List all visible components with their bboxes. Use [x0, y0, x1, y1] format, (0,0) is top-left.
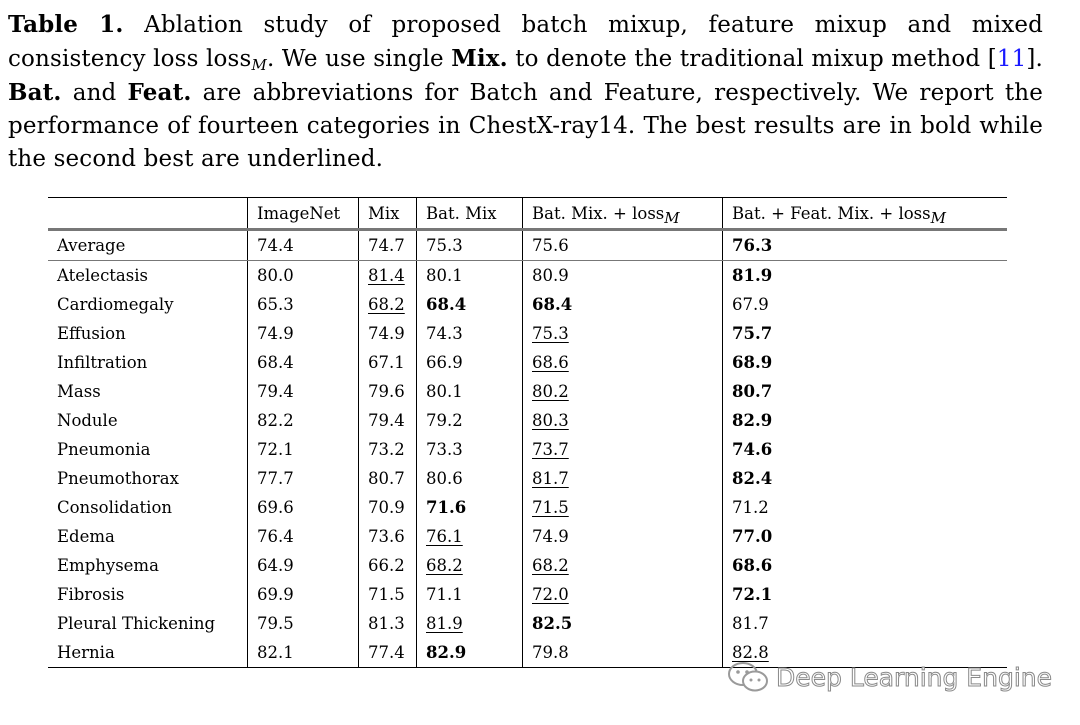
header-cell: ImageNet [248, 198, 359, 230]
value-text: 73.7 [532, 440, 569, 459]
value-text: 76.4 [257, 527, 294, 546]
value-cell [523, 522, 723, 551]
table-row [48, 522, 1007, 551]
category-cell: Atelectasis [57, 266, 148, 285]
value-cell [723, 290, 1008, 319]
value-cell [723, 609, 1008, 638]
value-text: 69.6 [257, 498, 294, 517]
value-cell [359, 580, 417, 609]
value-cell [359, 319, 417, 348]
value-text: 73.2 [368, 440, 405, 459]
value-cell [248, 609, 359, 638]
table-row [48, 377, 1007, 406]
value-text: 82.9 [732, 411, 773, 430]
category-cell: Cardiomegaly [57, 295, 174, 314]
value-cell [523, 230, 723, 261]
value-text: 79.8 [532, 643, 569, 662]
header-subscript: M [930, 208, 946, 227]
value-cell [359, 261, 417, 291]
value-text: 64.9 [257, 556, 294, 575]
value-text: 82.9 [426, 643, 467, 662]
value-text: 68.2 [426, 556, 463, 575]
value-text: 79.6 [368, 382, 405, 401]
value-text: 81.3 [368, 614, 405, 633]
value-cell [248, 377, 359, 406]
value-text: 68.4 [426, 295, 467, 314]
value-text: 79.4 [257, 382, 294, 401]
value-cell [523, 464, 723, 493]
value-cell [417, 261, 523, 291]
watermark-text: Deep Learning Engine [776, 662, 1052, 692]
value-cell [523, 609, 723, 638]
value-cell [523, 406, 723, 435]
value-cell [523, 435, 723, 464]
value-text: 71.2 [732, 498, 769, 517]
value-text: 80.1 [426, 382, 463, 401]
value-cell [523, 319, 723, 348]
table-row [48, 609, 1007, 638]
value-text: 69.9 [257, 585, 294, 604]
value-cell [417, 290, 523, 319]
value-cell [248, 522, 359, 551]
table-body [48, 230, 1007, 668]
category-cell: Effusion [57, 324, 126, 343]
value-cell [248, 551, 359, 580]
value-text: 75.3 [532, 324, 569, 343]
value-cell [417, 638, 523, 668]
category-cell: Nodule [57, 411, 118, 430]
value-cell [417, 493, 523, 522]
value-cell [417, 435, 523, 464]
value-cell [723, 580, 1008, 609]
value-text: 68.6 [532, 353, 569, 372]
value-text: 75.7 [732, 324, 773, 343]
value-cell [723, 435, 1008, 464]
value-text: 76.3 [732, 236, 773, 255]
table-row [48, 406, 1007, 435]
value-cell [359, 464, 417, 493]
value-cell [417, 609, 523, 638]
value-cell [248, 580, 359, 609]
value-cell [248, 464, 359, 493]
header-cell: Bat. Mix [417, 198, 523, 230]
value-cell [248, 230, 359, 261]
value-text: 82.2 [257, 411, 294, 430]
value-cell [523, 493, 723, 522]
header-subscript: M [664, 208, 680, 227]
value-text: 77.7 [257, 469, 294, 488]
value-text: 75.6 [532, 236, 569, 255]
value-text: 79.4 [368, 411, 405, 430]
header-label: Bat. Mix. + loss [532, 203, 665, 223]
citation-link[interactable]: 11 [996, 46, 1027, 72]
value-cell [359, 493, 417, 522]
value-cell [723, 319, 1008, 348]
value-cell [417, 377, 523, 406]
value-text: 81.4 [368, 266, 405, 285]
table-row [48, 348, 1007, 377]
value-cell [523, 377, 723, 406]
category-cell: Infiltration [57, 353, 148, 372]
category-cell: Pleural Thickening [57, 614, 216, 633]
value-text: 74.9 [532, 527, 569, 546]
caption-label: Table 1. [8, 11, 124, 38]
header-cell [48, 198, 248, 230]
value-text: 67.9 [732, 295, 769, 314]
value-text: 71.1 [426, 585, 463, 604]
value-text: 68.9 [732, 353, 773, 372]
value-cell [723, 230, 1008, 261]
value-cell [248, 319, 359, 348]
value-cell [417, 348, 523, 377]
value-text: 73.3 [426, 440, 463, 459]
value-cell [417, 230, 523, 261]
value-cell [523, 290, 723, 319]
value-text: 68.2 [368, 295, 405, 314]
value-cell [723, 464, 1008, 493]
value-cell [248, 290, 359, 319]
category-cell: Mass [57, 382, 101, 401]
value-cell [723, 261, 1008, 291]
value-cell [523, 348, 723, 377]
value-text: 72.0 [532, 585, 569, 604]
value-cell [723, 493, 1008, 522]
value-cell [417, 464, 523, 493]
table-caption [8, 8, 1043, 176]
value-cell [723, 551, 1008, 580]
value-cell [359, 551, 417, 580]
watermark [726, 660, 1052, 694]
table-row [48, 319, 1007, 348]
header-cell [723, 198, 1008, 230]
category-cell: Pneumothorax [57, 469, 179, 488]
value-cell [723, 406, 1008, 435]
value-text: 72.1 [257, 440, 294, 459]
value-cell [523, 638, 723, 668]
value-text: 79.2 [426, 411, 463, 430]
value-cell [417, 551, 523, 580]
value-text: 81.9 [426, 614, 463, 633]
value-text: 82.5 [532, 614, 573, 633]
value-text: 77.4 [368, 643, 405, 662]
value-cell [359, 377, 417, 406]
caption-bat-term: Bat. [8, 79, 62, 106]
header-cell: Mix [359, 198, 417, 230]
value-text: 68.2 [532, 556, 569, 575]
value-text: 76.1 [426, 527, 463, 546]
value-cell [417, 406, 523, 435]
value-cell [359, 348, 417, 377]
value-text: 68.6 [732, 556, 773, 575]
value-text: 68.4 [257, 353, 294, 372]
value-cell [359, 638, 417, 668]
value-cell [248, 638, 359, 668]
value-cell [359, 609, 417, 638]
value-cell [359, 435, 417, 464]
category-cell: Hernia [48, 638, 248, 668]
table-row [48, 551, 1007, 580]
value-text: 80.0 [257, 266, 294, 285]
table-row [48, 493, 1007, 522]
value-text: 74.7 [368, 236, 405, 255]
table-row [48, 435, 1007, 464]
value-text: 71.5 [532, 498, 569, 517]
header-cell [523, 198, 723, 230]
value-text: 74.4 [257, 236, 294, 255]
value-text: 72.1 [732, 585, 773, 604]
table-row [48, 261, 1007, 291]
value-cell [359, 406, 417, 435]
value-cell [523, 261, 723, 291]
value-text: 73.6 [368, 527, 405, 546]
value-cell [248, 348, 359, 377]
value-text: 82.1 [257, 643, 294, 662]
caption-text: ]. [1026, 46, 1044, 72]
value-text: 80.1 [426, 266, 463, 285]
table-row [48, 464, 1007, 493]
value-text: 82.4 [732, 469, 773, 488]
value-text: 66.9 [426, 353, 463, 372]
value-cell [359, 522, 417, 551]
value-text: 80.6 [426, 469, 463, 488]
table-row [48, 290, 1007, 319]
value-cell [723, 377, 1008, 406]
caption-text: and [61, 80, 128, 106]
value-text: 74.9 [257, 324, 294, 343]
value-text: 80.2 [532, 382, 569, 401]
caption-text: to denote the traditional mixup method [ [507, 46, 997, 72]
value-text: 74.6 [732, 440, 773, 459]
value-text: 81.7 [732, 614, 769, 633]
category-cell: Edema [57, 527, 115, 546]
value-text: 81.9 [732, 266, 773, 285]
caption-text: are abbreviations for Batch and Feature, respectively. We report the performance of fourteen categories in ChestX-ray14. The best results are in bold while the second best are underlined. [8, 80, 1043, 172]
category-cell: Consolidation [57, 498, 173, 517]
value-text: 81.7 [532, 469, 569, 488]
table-row [48, 580, 1007, 609]
caption-mix-term: Mix. [451, 45, 508, 72]
value-cell [248, 406, 359, 435]
value-text: 77.0 [732, 527, 773, 546]
value-text: 71.5 [368, 585, 405, 604]
value-cell [523, 580, 723, 609]
value-text: 68.4 [532, 295, 573, 314]
value-text: 79.5 [257, 614, 294, 633]
value-text: 65.3 [257, 295, 294, 314]
caption-text: . We use single [266, 46, 452, 72]
ablation-table [48, 197, 1007, 668]
caption-text: Ablation study of proposed batch mixup, feature mixup and mixed consistency loss loss [8, 12, 1043, 72]
caption-subscript: M [251, 56, 267, 74]
value-cell [359, 290, 417, 319]
value-text: 82.8 [732, 643, 769, 662]
category-cell: Emphysema [57, 556, 159, 575]
value-text: 74.9 [368, 324, 405, 343]
header-label: Bat. + Feat. Mix. + loss [732, 203, 931, 223]
category-cell: Fibrosis [57, 585, 125, 604]
value-text: 66.2 [368, 556, 405, 575]
value-text: 80.7 [732, 382, 773, 401]
value-text: 80.9 [532, 266, 569, 285]
value-text: 70.9 [368, 498, 405, 517]
value-cell [248, 261, 359, 291]
value-text: 74.3 [426, 324, 463, 343]
table-header-row [48, 198, 1007, 230]
table-row-average [48, 230, 1007, 261]
caption-feat-term: Feat. [127, 79, 192, 106]
value-cell [417, 580, 523, 609]
value-cell [417, 522, 523, 551]
value-cell [417, 319, 523, 348]
value-text: 80.3 [532, 411, 569, 430]
value-cell [248, 493, 359, 522]
value-text: 67.1 [368, 353, 405, 372]
value-text: 71.6 [426, 498, 467, 517]
value-cell [523, 551, 723, 580]
value-cell [723, 348, 1008, 377]
value-cell [723, 522, 1008, 551]
wechat-icon [726, 660, 770, 694]
category-cell: Average [48, 230, 248, 261]
category-cell: Pneumonia [57, 440, 151, 459]
value-text: 75.3 [426, 236, 463, 255]
value-text: 80.7 [368, 469, 405, 488]
value-cell [359, 230, 417, 261]
value-cell [248, 435, 359, 464]
